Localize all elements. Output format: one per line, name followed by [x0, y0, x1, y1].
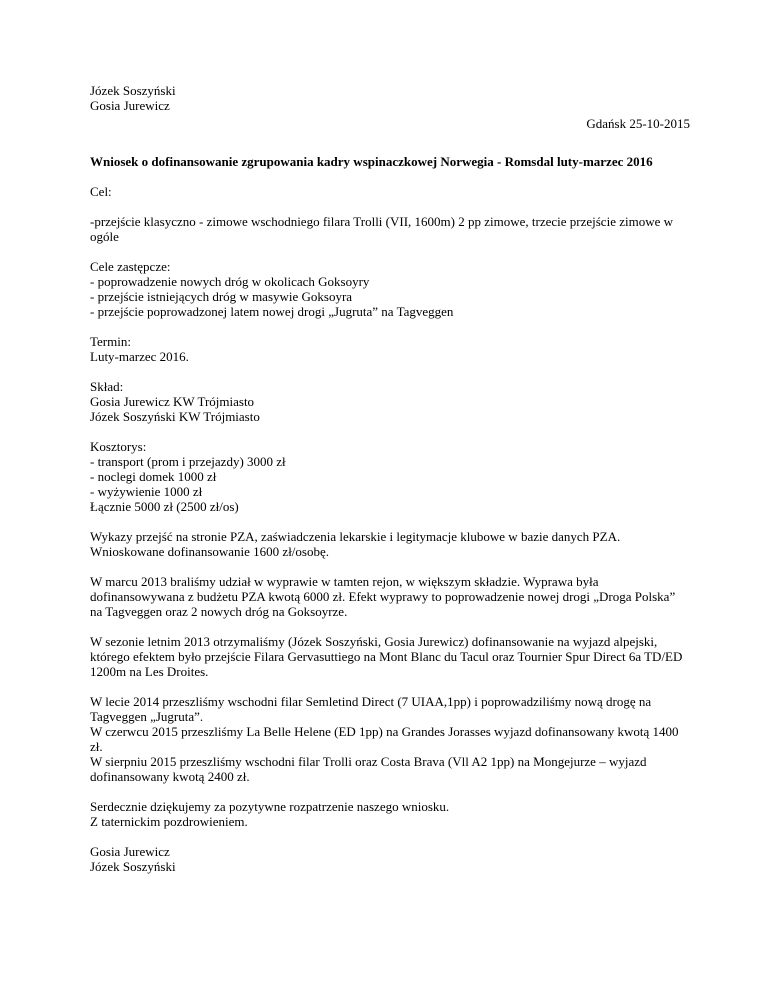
term-value: Luty-marzec 2016. — [90, 349, 189, 364]
budget-item: - wyżywienie 1000 zł — [90, 484, 203, 499]
signatures-block — [90, 844, 690, 874]
budget-item: - noclegi domek 1000 zł — [90, 469, 217, 484]
title-block — [90, 154, 690, 169]
paragraph-text: W sierpniu 2015 przeszliśmy wschodni filar Trolli oraz Costa Brava (Vll A2 1pp) na Mongejurze – wyjazd dofinansowany kwotą 2400 zł. — [90, 754, 647, 784]
signature-name: Gosia Jurewicz — [90, 844, 170, 859]
budget-item: - transport (prom i przejazdy) 3000 zł — [90, 454, 286, 469]
paragraph-text: W marcu 2013 braliśmy udział w wyprawie w tamten rejon, w większym składzie. Wyprawa była dofinansowywana z budżetu PZA kwotą 6000 zł. Efekt wyprawy to poprowadzenie nowej drogi „Droga Polska” na Tagveggen oraz 2 nowych dróg na Goksoyrze. — [90, 574, 676, 619]
place-date-text: Gdańsk 25-10-2015 — [586, 116, 690, 131]
term-section — [90, 334, 690, 364]
paragraph-line: Serdecznie dziękujemy za pozytywne rozpatrzenie naszego wniosku. — [90, 799, 450, 814]
goal-text: -przejście klasyczno - zimowe wschodniego filara Trolli (VII, 1600m) 2 pp zimowe, trzecie przejście zimowe w ogóle — [90, 214, 674, 244]
team-section — [90, 379, 690, 424]
secondary-goals-section — [90, 259, 690, 319]
march-2013-paragraph — [90, 574, 690, 619]
team-heading: Skład: — [90, 379, 124, 394]
term-heading: Termin: — [90, 334, 131, 349]
author-name: Gosia Jurewicz — [90, 98, 170, 113]
team-member: Józek Soszyński KW Trójmiasto — [90, 409, 260, 424]
paragraph-text: W czerwcu 2015 przeszliśmy La Belle Helene (ED 1pp) na Grandes Jorasses wyjazd dofinansowany kwotą 1400 zł. — [90, 724, 679, 754]
secondary-goal-item: - przejście poprowadzonej latem nowej drogi „Jugruta” na Tagveggen — [90, 304, 454, 319]
goal-section — [90, 184, 690, 244]
pza-paragraph — [90, 529, 690, 559]
budget-section — [90, 439, 690, 514]
authors-block — [90, 83, 690, 113]
paragraph-line: Wnioskowane dofinansowanie 1600 zł/osobę. — [90, 544, 330, 559]
letter-page — [90, 83, 690, 874]
place-date — [90, 116, 690, 131]
team-member: Gosia Jurewicz KW Trójmiasto — [90, 394, 255, 409]
paragraph-text: W lecie 2014 przeszliśmy wschodni filar Semletind Direct (7 UIAA,1pp) i poprowadziliśmy nową drogę na Tagveggen „Jugruta”. — [90, 694, 652, 724]
summer-2013-paragraph — [90, 634, 690, 679]
signature-name: Józek Soszyński — [90, 859, 176, 874]
secondary-goal-item: - przejście istniejących dróg w masywie Goksoyra — [90, 289, 353, 304]
paragraph-text: W sezonie letnim 2013 otrzymaliśmy (Józek Soszyński, Gosia Jurewicz) dofinansowanie na wyjazd alpejski, którego efektem było przejście Filara Gervasuttiego na Mont Blanc du Tacul oraz Tournier Spur Direct 6a TD/ED 1200m na Les Droites. — [90, 634, 683, 679]
budget-heading: Kosztorys: — [90, 439, 147, 454]
secondary-goals-heading: Cele zastępcze: — [90, 259, 171, 274]
thanks-paragraph — [90, 799, 690, 829]
paragraph-line: Z taternickim pozdrowieniem. — [90, 814, 248, 829]
document-title: Wniosek o dofinansowanie zgrupowania kadry wspinaczkowej Norwegia - Romsdal luty-marzec 2016 — [90, 154, 653, 169]
author-name: Józek Soszyński — [90, 83, 176, 98]
history-paragraph — [90, 694, 690, 784]
budget-total: Łącznie 5000 zł (2500 zł/os) — [90, 499, 239, 514]
goal-heading: Cel: — [90, 184, 112, 199]
paragraph-line: Wykazy przejść na stronie PZA, zaświadczenia lekarskie i legitymacje klubowe w bazie danych PZA. — [90, 529, 621, 544]
secondary-goal-item: - poprowadzenie nowych dróg w okolicach Goksoyry — [90, 274, 370, 289]
